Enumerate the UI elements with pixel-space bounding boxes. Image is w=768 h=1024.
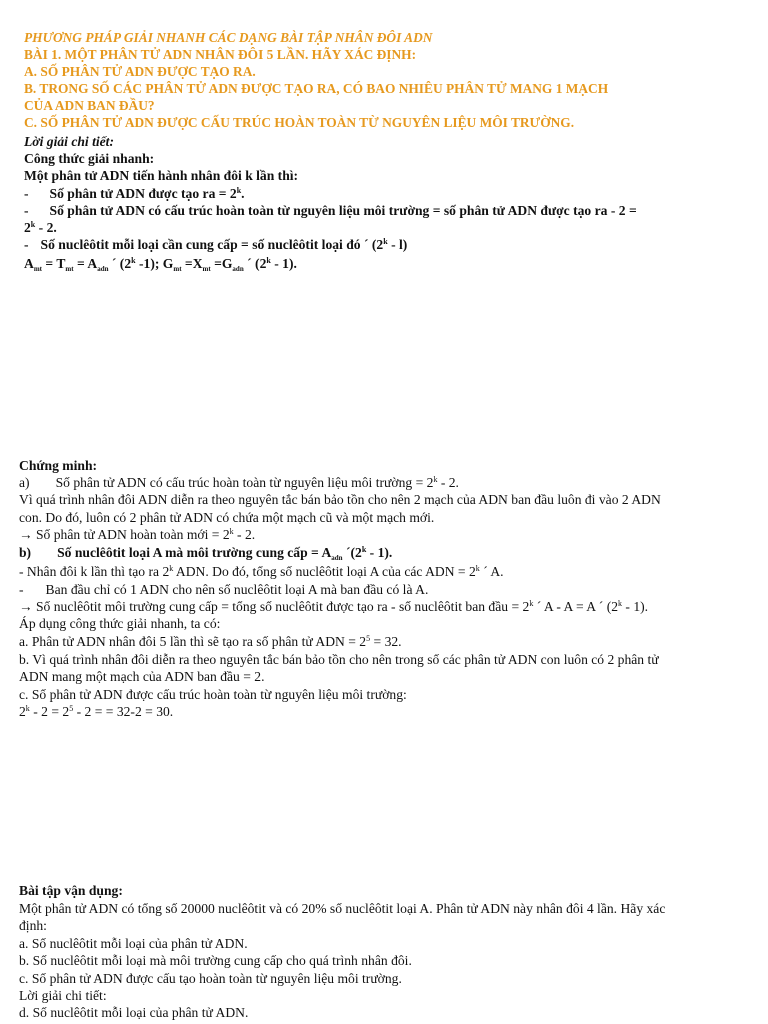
bullet-dash: - — [24, 237, 29, 252]
arrow-1-text: → Số phân tử ADN hoàn toàn mới = 2 — [19, 527, 230, 542]
exponent-5: 5 — [69, 704, 74, 713]
exponent-k: k — [131, 256, 136, 265]
exponent-k: k — [236, 186, 242, 195]
exercise-item-c: c. Số phân tử ADN được cấu tạo hoàn toàn từ nguyên liệu môi trường. — [19, 971, 402, 986]
exponent-k: k — [433, 475, 438, 484]
proof-b — [19, 545, 392, 561]
exercise-line1: Một phân tử ADN có tổng số 20000 nuclêôtit và có 20% số nuclêôtit loại A. Phân tử ADN này nhân đôi 4 lần. Hãy xác — [19, 901, 666, 916]
proof-a — [19, 475, 459, 491]
symbol-a: A — [87, 256, 98, 271]
formula-bullet-2 — [24, 203, 637, 219]
document-title: PHƯƠNG PHÁP GIẢI NHANH CÁC DẠNG BÀI TẬP NHÂN ĐÔI ADN — [24, 30, 433, 45]
exercise-line2: định: — [19, 918, 47, 933]
formula-bullet-2-cont — [24, 220, 57, 236]
note-1-pre: - Nhân đôi k lần thì tạo ra 2 — [19, 564, 170, 579]
calc-mid: - 2 = 2 — [29, 704, 70, 719]
answer-b-line1: b. Vì quá trình nhân đôi diễn ra theo nguyên tắc bán bảo tồn cho nên trong số các phân tử ADN con luôn có 2 phân tử — [19, 652, 659, 667]
exponent-k: k — [169, 564, 174, 573]
exercise-solution-label: Lời giải chi tiết: — [19, 988, 107, 1003]
symbol-g: G — [221, 256, 233, 271]
formula-bullet-1-text: Số phân tử ADN được tạo ra = 2 — [49, 186, 237, 201]
answer-c: c. Số phân tử ADN được cấu trúc hoàn toàn từ nguyên liệu môi trường: — [19, 687, 407, 702]
answer-a — [19, 634, 402, 650]
arrow-2-pre: → Số nuclêôtit môi trường cung cấp = tổng số nuclêôtit được tạo ra - số nuclêôtit ban đầu = 2 — [19, 599, 530, 614]
answer-a-pre: a. Phân tử ADN nhân đôi 5 lần thì sẽ tạo ra số phân tử ADN = 2 — [19, 634, 367, 649]
proof-b-text: Số nuclêôtit loại A mà môi trường cung cấp = A — [57, 545, 332, 560]
formula-bullet-2-text: Số phân tử ADN có cấu trúc hoàn toàn từ nguyên liệu môi trường = số phân tử ADN được tạo ra - 2 = — [49, 203, 637, 218]
subscript-mt: mt — [202, 265, 211, 273]
exponent-k: k — [618, 599, 623, 608]
exponent-k: k — [361, 545, 367, 554]
note-2-text: Ban đầu chỉ có 1 ADN cho nên số nuclêôtit loại A mà ban đầu có là A. — [45, 582, 429, 597]
formula-bullet-1 — [24, 186, 245, 202]
close-paren: - 1). — [270, 256, 297, 271]
subscript-adn: adn — [232, 265, 244, 273]
exponent-k: k — [30, 220, 36, 229]
symbol-a: A — [24, 256, 34, 271]
exponent-k: k — [529, 599, 534, 608]
proof-paragraph-line1: Vì quá trình nhân đôi ADN diễn ra theo nguyên tắc bán bảo tồn cho nên 2 mạch của ADN ban đầu luôn đi vào 2 ADN — [19, 492, 661, 507]
bullet-dash: - — [24, 203, 29, 218]
minus-two: - 2. — [35, 220, 57, 235]
arrow-2-end: - 1). — [622, 599, 649, 614]
item-label: b) — [19, 545, 32, 560]
formula-bullet-3-tail: - l) — [387, 237, 408, 252]
exponent-k: k — [229, 527, 234, 536]
symbol-x: X — [192, 256, 203, 271]
note-1-end: ´ A. — [479, 564, 504, 579]
proof-arrow-2 — [19, 599, 648, 615]
period: . — [241, 186, 245, 201]
arrow-2-mid: ´ A - A = A ´ (2 — [533, 599, 619, 614]
formula-bullet-3-text: Số nuclêôtit mỗi loại cần cung cấp = số nuclêôtit loại đó ´ (2 — [40, 237, 384, 252]
subscript-mt: mt — [65, 265, 74, 273]
close-paren: -1); — [135, 256, 163, 271]
exercise-item-d: d. Số nuclêôtit mỗi loại của phân tử ADN. — [19, 1005, 249, 1020]
formula-heading: Công thức giải nhanh: — [24, 151, 155, 166]
exercise-item-a: a. Số nuclêôtit mỗi loại của phân tử ADN. — [19, 936, 248, 951]
answer-a-post: = 32. — [370, 634, 402, 649]
exercise-1-title: BÀI 1. MỘT PHÂN TỬ ADN NHÂN ĐÔI 5 LẦN. HÃY XÁC ĐỊNH: — [24, 47, 417, 62]
proof-a-text: Số phân tử ADN có cấu trúc hoàn toàn từ nguyên liệu môi trường = 2 — [55, 475, 434, 490]
equals: = — [42, 256, 57, 271]
exponent-k: k — [475, 564, 480, 573]
question-c: C. SỐ PHÂN TỬ ADN ĐƯỢC CẤU TRÚC HOÀN TOÀN TỪ NGUYÊN LIỆU MÔI TRƯỜNG. — [24, 115, 575, 130]
apply-line: Áp dụng công thức giải nhanh, ta có: — [19, 616, 221, 631]
arrow-1-tail: - 2. — [233, 527, 256, 542]
exercise-heading: Bài tập vận dụng: — [19, 883, 123, 898]
equals: = — [181, 256, 193, 271]
nucleotide-formula — [24, 256, 297, 272]
subscript-adn: adn — [97, 265, 109, 273]
subscript-mt: mt — [33, 265, 42, 273]
proof-note-2 — [19, 582, 428, 598]
bullet-dash: - — [24, 186, 29, 201]
subscript-mt: mt — [173, 265, 182, 273]
calc-base: 2 — [19, 704, 26, 719]
bullet-dash: - — [19, 582, 24, 597]
subscript-adn: adn — [331, 554, 343, 562]
exponent-k: k — [25, 704, 30, 713]
exponent-k: k — [383, 237, 388, 246]
equals: = — [73, 256, 88, 271]
question-b-line2: CỦA ADN BAN ĐẦU? — [24, 98, 155, 113]
multiply-open: ´ (2 — [243, 256, 267, 271]
symbol-g: G — [162, 256, 174, 271]
proof-b-end: - 1). — [366, 545, 393, 560]
base-two: 2 — [24, 220, 31, 235]
question-b-line1: B. TRONG SỐ CÁC PHÂN TỬ ADN ĐƯỢC TẠO RA, CÓ BAO NHIÊU PHÂN TỬ MANG 1 MẠCH — [24, 81, 609, 96]
formula-bullet-3 — [24, 237, 407, 253]
item-label: a) — [19, 475, 30, 490]
proof-note-1 — [19, 564, 504, 580]
calc-end: - 2 = = 32-2 = 30. — [73, 704, 174, 719]
formula-intro: Một phân tử ADN tiến hành nhân đôi k lần thì: — [24, 168, 299, 183]
equals: = — [210, 256, 222, 271]
symbol-t: T — [56, 256, 66, 271]
proof-arrow-1 — [19, 527, 255, 543]
multiply-open: ´ (2 — [108, 256, 132, 271]
exponent-5: 5 — [366, 634, 371, 643]
answer-b-line2: ADN mang một mạch của ADN ban đầu = 2. — [19, 669, 265, 684]
proof-paragraph-line2: con. Do đó, luôn có 2 phân tử ADN có chứa một mạch cũ và một mạch mới. — [19, 510, 435, 525]
exponent-k: k — [266, 256, 271, 265]
question-a: A. SỐ PHÂN TỬ ADN ĐƯỢC TẠO RA. — [24, 64, 256, 79]
exercise-item-b: b. Số nuclêôtit mỗi loại mà môi trường cung cấp cho quá trình nhân đôi. — [19, 953, 412, 968]
proof-a-tail: - 2. — [437, 475, 459, 490]
proof-b-mid: ´(2 — [342, 545, 362, 560]
answer-c-calc — [19, 704, 173, 720]
note-1-mid: ADN. Do đó, tổng số nuclêôtit loại A của các ADN = 2 — [173, 564, 476, 579]
solution-label: Lời giải chi tiết: — [24, 134, 114, 149]
proof-heading: Chứng minh: — [19, 458, 98, 473]
